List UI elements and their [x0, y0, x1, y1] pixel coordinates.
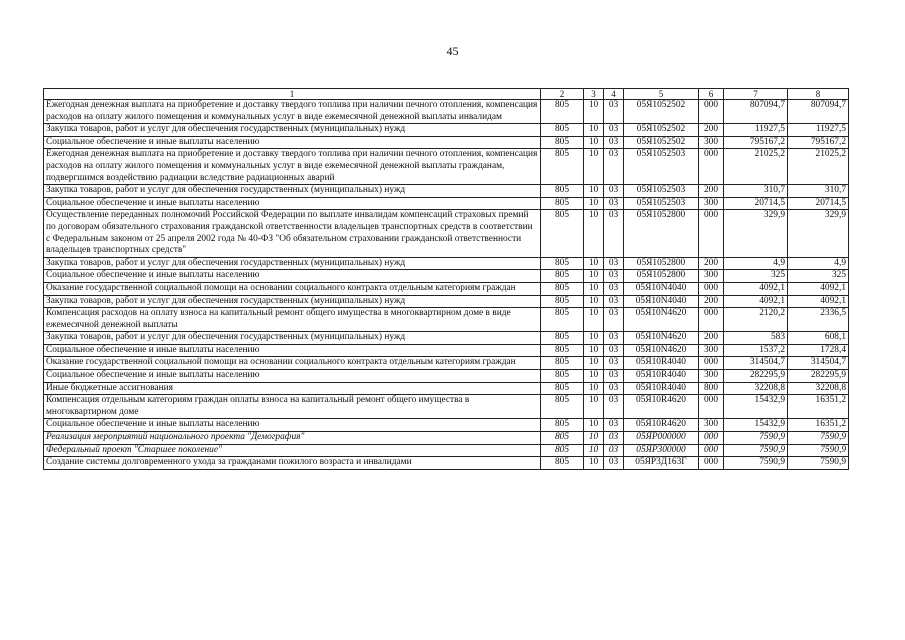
row-c8-cell: 608,1 [788, 332, 849, 345]
table-row [44, 357, 849, 370]
row-name-cell: Социальное обеспечение и иные выплаты населению [44, 136, 541, 149]
row-c8-cell: 329,9 [788, 210, 849, 257]
row-c3-cell: 10 [584, 344, 604, 357]
row-c8-cell: 325 [788, 270, 849, 283]
row-c7-cell: 329,9 [724, 210, 788, 257]
row-c6-cell: 300 [699, 370, 724, 383]
row-c7-cell: 15432,9 [724, 395, 788, 419]
row-c4-cell: 03 [604, 282, 624, 295]
table-row [44, 270, 849, 283]
row-c8-cell: 7590,9 [788, 432, 849, 445]
row-c5-cell: 05Я1052502 [624, 136, 699, 149]
row-name-cell: Социальное обеспечение и иные выплаты населению [44, 197, 541, 210]
row-c3-cell: 10 [584, 136, 604, 149]
row-c2-cell: 805 [541, 257, 584, 270]
row-c3-cell: 10 [584, 197, 604, 210]
header-cell: 8 [788, 89, 849, 100]
row-c2-cell: 805 [541, 444, 584, 457]
row-c8-cell: 4092,1 [788, 295, 849, 308]
row-c7-cell: 7590,9 [724, 432, 788, 445]
row-c4-cell: 03 [604, 395, 624, 419]
row-c2-cell: 805 [541, 210, 584, 257]
row-c4-cell: 03 [604, 210, 624, 257]
row-c8-cell: 1728,4 [788, 344, 849, 357]
row-name-cell: Социальное обеспечение и иные выплаты населению [44, 370, 541, 383]
row-c3-cell: 10 [584, 457, 604, 470]
row-name-cell: Осуществление переданных полномочий Российской Федерации по выплате инвалидам компенсаций страховых премий по договорам обязательного страхования гражданской ответственности владельцев транспортных средств в соответствии с Федеральным законом от 25 апреля 2002 года № 40-ФЗ "Об обязательном страховании гражданской ответственности владельцев транспортных средств" [44, 210, 541, 257]
row-name-cell: Компенсация отдельным категориям граждан оплаты взноса на капитальный ремонт общего имущества в многоквартирном доме [44, 395, 541, 419]
row-c5-cell: 05Я10N4040 [624, 282, 699, 295]
header-cell: 6 [699, 89, 724, 100]
row-c3-cell: 10 [584, 295, 604, 308]
row-c8-cell: 314504,7 [788, 357, 849, 370]
row-name-cell: Социальное обеспечение и иные выплаты населению [44, 344, 541, 357]
row-c4-cell: 03 [604, 382, 624, 395]
row-c2-cell: 805 [541, 344, 584, 357]
row-c6-cell: 000 [699, 395, 724, 419]
row-c3-cell: 10 [584, 370, 604, 383]
row-c4-cell: 03 [604, 357, 624, 370]
row-c4-cell: 03 [604, 457, 624, 470]
row-c8-cell: 16351,2 [788, 419, 849, 432]
row-name-cell: Оказание государственной социальной помощи на основании социального контракта отдельным категориям граждан [44, 357, 541, 370]
row-c6-cell: 800 [699, 382, 724, 395]
row-name-cell: Ежегодная денежная выплата на приобретение и доставку твердого топлива при наличии печного отопления, компенсация расходов на оплату жилого помещения и коммунальных услуг в виде ежемесячной денежной выплаты гражданам, подвергшимся воздействию радиации вследствие радиационных аварий [44, 149, 541, 185]
row-c2-cell: 805 [541, 395, 584, 419]
table-body [44, 100, 849, 470]
row-c7-cell: 282295,9 [724, 370, 788, 383]
row-c4-cell: 03 [604, 332, 624, 345]
row-c8-cell: 2336,5 [788, 308, 849, 332]
table-row [44, 185, 849, 198]
row-c5-cell: 05Я10N4620 [624, 344, 699, 357]
header-cell: 4 [604, 89, 624, 100]
row-c8-cell: 21025,2 [788, 149, 849, 185]
row-c3-cell: 10 [584, 308, 604, 332]
row-name-cell: Закупка товаров, работ и услуг для обеспечения государственных (муниципальных) нужд [44, 185, 541, 198]
row-name-cell: Ежегодная денежная выплата на приобретение и доставку твердого топлива при наличии печного отопления, компенсация расходов на оплату жилого помещения и коммунальных услуг в виде ежемесячной денежной выплаты инвалидам [44, 100, 541, 124]
row-c2-cell: 805 [541, 370, 584, 383]
row-c6-cell: 200 [699, 332, 724, 345]
row-c2-cell: 805 [541, 457, 584, 470]
table-row [44, 344, 849, 357]
row-c2-cell: 805 [541, 282, 584, 295]
row-c7-cell: 15432,9 [724, 419, 788, 432]
row-c7-cell: 1537,2 [724, 344, 788, 357]
row-c7-cell: 21025,2 [724, 149, 788, 185]
row-c7-cell: 807094,7 [724, 100, 788, 124]
row-c4-cell: 03 [604, 344, 624, 357]
row-c5-cell: 05Я10R4040 [624, 357, 699, 370]
row-c5-cell: 05Я1052502 [624, 124, 699, 137]
row-c7-cell: 20714,5 [724, 197, 788, 210]
row-c7-cell: 7590,9 [724, 457, 788, 470]
row-c8-cell: 7590,9 [788, 444, 849, 457]
row-c5-cell: 05Я10N4620 [624, 308, 699, 332]
row-c5-cell: 05Я10R4620 [624, 419, 699, 432]
row-c4-cell: 03 [604, 432, 624, 445]
row-c4-cell: 03 [604, 124, 624, 137]
row-c3-cell: 10 [584, 257, 604, 270]
row-c5-cell: 05Я1052800 [624, 270, 699, 283]
row-c6-cell: 200 [699, 185, 724, 198]
table-row [44, 136, 849, 149]
row-c6-cell: 200 [699, 295, 724, 308]
row-c8-cell: 807094,7 [788, 100, 849, 124]
row-c8-cell: 310,7 [788, 185, 849, 198]
header-cell: 2 [541, 89, 584, 100]
row-c3-cell: 10 [584, 210, 604, 257]
header-cell: 3 [584, 89, 604, 100]
table-row [44, 295, 849, 308]
row-c3-cell: 10 [584, 282, 604, 295]
row-c4-cell: 03 [604, 370, 624, 383]
row-c3-cell: 10 [584, 395, 604, 419]
row-c5-cell: 05ЯР000000 [624, 432, 699, 445]
table-row [44, 282, 849, 295]
row-c3-cell: 10 [584, 357, 604, 370]
row-c4-cell: 03 [604, 136, 624, 149]
row-c6-cell: 000 [699, 308, 724, 332]
row-c7-cell: 4092,1 [724, 282, 788, 295]
page-number: 45 [446, 44, 459, 58]
row-name-cell: Социальное обеспечение и иные выплаты населению [44, 419, 541, 432]
row-c3-cell: 10 [584, 382, 604, 395]
row-c2-cell: 805 [541, 185, 584, 198]
row-c6-cell: 000 [699, 432, 724, 445]
row-name-cell: Закупка товаров, работ и услуг для обеспечения государственных (муниципальных) нужд [44, 257, 541, 270]
table-row [44, 197, 849, 210]
row-c6-cell: 200 [699, 257, 724, 270]
row-c6-cell: 000 [699, 149, 724, 185]
row-c6-cell: 000 [699, 457, 724, 470]
row-c6-cell: 000 [699, 100, 724, 124]
row-c4-cell: 03 [604, 100, 624, 124]
row-c6-cell: 200 [699, 124, 724, 137]
row-c7-cell: 795167,2 [724, 136, 788, 149]
row-c7-cell: 7590,9 [724, 444, 788, 457]
row-c5-cell: 05ЯР300000 [624, 444, 699, 457]
row-c2-cell: 805 [541, 149, 584, 185]
row-c3-cell: 10 [584, 270, 604, 283]
row-c2-cell: 805 [541, 124, 584, 137]
budget-table [43, 88, 849, 470]
row-c3-cell: 10 [584, 432, 604, 445]
table-row [44, 332, 849, 345]
table-row [44, 395, 849, 419]
table-row [44, 100, 849, 124]
row-c3-cell: 10 [584, 124, 604, 137]
row-c4-cell: 03 [604, 257, 624, 270]
row-c5-cell: 05Я10N4620 [624, 332, 699, 345]
row-c8-cell: 20714,5 [788, 197, 849, 210]
row-c5-cell: 05Я1052503 [624, 185, 699, 198]
row-c7-cell: 583 [724, 332, 788, 345]
table-row [44, 257, 849, 270]
row-c8-cell: 32208,8 [788, 382, 849, 395]
row-name-cell: Оказание государственной социальной помощи на основании социального контракта отдельным категориям граждан [44, 282, 541, 295]
row-c5-cell: 05Я1052503 [624, 197, 699, 210]
row-c4-cell: 03 [604, 295, 624, 308]
row-c7-cell: 4092,1 [724, 295, 788, 308]
row-c6-cell: 300 [699, 344, 724, 357]
table-row [44, 308, 849, 332]
row-c8-cell: 7590,9 [788, 457, 849, 470]
row-c3-cell: 10 [584, 419, 604, 432]
row-c8-cell: 11927,5 [788, 124, 849, 137]
row-c6-cell: 000 [699, 210, 724, 257]
table-row [44, 432, 849, 445]
row-c5-cell: 05ЯР3Д163Г [624, 457, 699, 470]
row-c7-cell: 325 [724, 270, 788, 283]
row-c2-cell: 805 [541, 270, 584, 283]
row-c6-cell: 300 [699, 197, 724, 210]
row-c8-cell: 282295,9 [788, 370, 849, 383]
row-c6-cell: 300 [699, 136, 724, 149]
row-c2-cell: 805 [541, 419, 584, 432]
row-c5-cell: 05Я10R4040 [624, 382, 699, 395]
row-c2-cell: 805 [541, 136, 584, 149]
row-c5-cell: 05Я1052800 [624, 257, 699, 270]
row-c7-cell: 2120,2 [724, 308, 788, 332]
row-c4-cell: 03 [604, 149, 624, 185]
row-c5-cell: 05Я10R4620 [624, 395, 699, 419]
row-name-cell: Закупка товаров, работ и услуг для обеспечения государственных (муниципальных) нужд [44, 124, 541, 137]
row-c4-cell: 03 [604, 185, 624, 198]
row-c3-cell: 10 [584, 332, 604, 345]
table-row [44, 149, 849, 185]
row-c7-cell: 4,9 [724, 257, 788, 270]
row-c7-cell: 11927,5 [724, 124, 788, 137]
row-c3-cell: 10 [584, 185, 604, 198]
row-c4-cell: 03 [604, 308, 624, 332]
row-c3-cell: 10 [584, 100, 604, 124]
row-c2-cell: 805 [541, 357, 584, 370]
row-c2-cell: 805 [541, 308, 584, 332]
row-c6-cell: 000 [699, 444, 724, 457]
row-name-cell: Иные бюджетные ассигнования [44, 382, 541, 395]
row-c4-cell: 03 [604, 419, 624, 432]
row-c7-cell: 310,7 [724, 185, 788, 198]
row-name-cell: Создание системы долговременного ухода за гражданами пожилого возраста и инвалидами [44, 457, 541, 470]
row-c6-cell: 300 [699, 270, 724, 283]
row-c2-cell: 805 [541, 295, 584, 308]
row-name-cell: Федеральный проект "Старшее поколение" [44, 444, 541, 457]
row-c5-cell: 05Я10N4040 [624, 295, 699, 308]
row-name-cell: Закупка товаров, работ и услуг для обеспечения государственных (муниципальных) нужд [44, 332, 541, 345]
header-row [44, 89, 849, 100]
row-c2-cell: 805 [541, 332, 584, 345]
row-c5-cell: 05Я10R4040 [624, 370, 699, 383]
table-row [44, 370, 849, 383]
header-cell: 5 [624, 89, 699, 100]
header-cell: 1 [44, 89, 541, 100]
row-c8-cell: 795167,2 [788, 136, 849, 149]
row-c2-cell: 805 [541, 197, 584, 210]
table-row [44, 382, 849, 395]
row-c4-cell: 03 [604, 197, 624, 210]
row-c8-cell: 4092,1 [788, 282, 849, 295]
row-c5-cell: 05Я1052800 [624, 210, 699, 257]
row-c6-cell: 300 [699, 419, 724, 432]
row-c8-cell: 4,9 [788, 257, 849, 270]
table-row [44, 210, 849, 257]
row-c7-cell: 314504,7 [724, 357, 788, 370]
table-row [44, 457, 849, 470]
row-name-cell: Социальное обеспечение и иные выплаты населению [44, 270, 541, 283]
table-row [44, 124, 849, 137]
header-cell: 7 [724, 89, 788, 100]
row-name-cell: Реализация мероприятий национального проекта "Демография" [44, 432, 541, 445]
row-c2-cell: 805 [541, 100, 584, 124]
row-c8-cell: 16351,2 [788, 395, 849, 419]
row-c6-cell: 000 [699, 282, 724, 295]
table-row [44, 419, 849, 432]
row-name-cell: Закупка товаров, работ и услуг для обеспечения государственных (муниципальных) нужд [44, 295, 541, 308]
row-c7-cell: 32208,8 [724, 382, 788, 395]
row-c2-cell: 805 [541, 382, 584, 395]
row-c5-cell: 05Я1052503 [624, 149, 699, 185]
row-name-cell: Компенсация расходов на оплату взноса на капитальный ремонт общего имущества в многоквартирном доме в виде ежемесячной денежной выплаты [44, 308, 541, 332]
table-row [44, 444, 849, 457]
row-c5-cell: 05Я1052502 [624, 100, 699, 124]
row-c3-cell: 10 [584, 149, 604, 185]
row-c3-cell: 10 [584, 444, 604, 457]
row-c4-cell: 03 [604, 270, 624, 283]
row-c2-cell: 805 [541, 432, 584, 445]
row-c6-cell: 000 [699, 357, 724, 370]
row-c4-cell: 03 [604, 444, 624, 457]
